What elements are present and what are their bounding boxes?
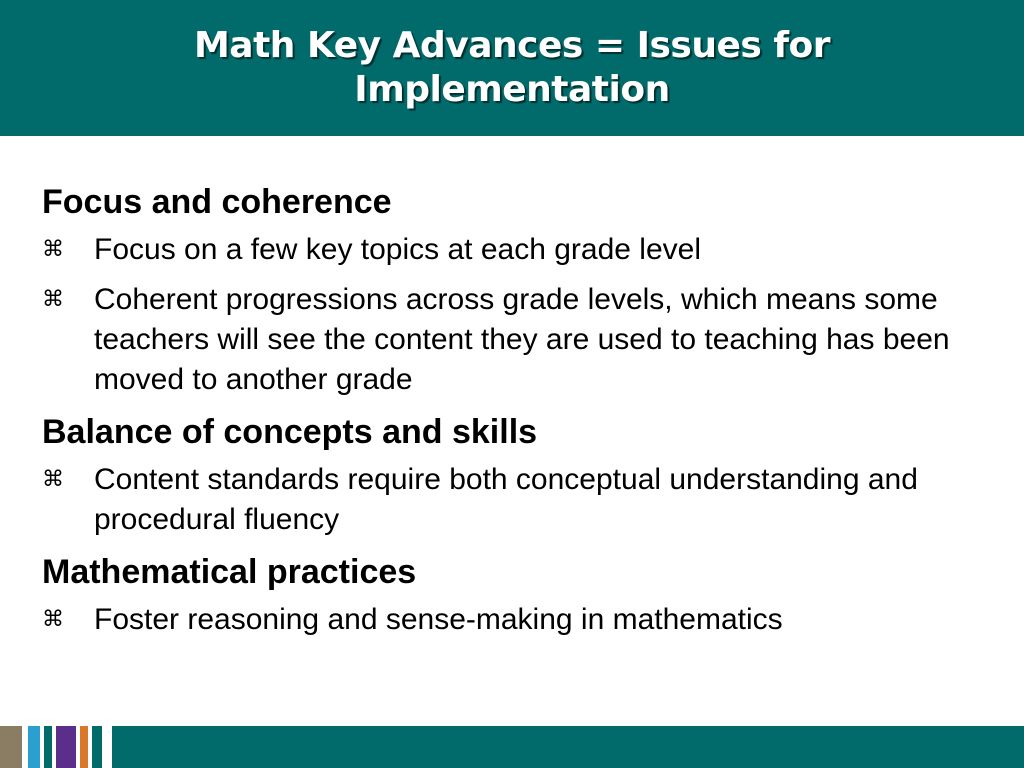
- bullet-icon: ⌘: [42, 607, 64, 632]
- footer-stripe-purple: [56, 726, 76, 768]
- bullet-item: [42, 280, 982, 400]
- bullet-text: Coherent progressions across grade levels, which means some teachers will see the content they are used to teaching has been moved to another grade: [94, 283, 950, 396]
- section-balance: [42, 410, 982, 540]
- section-heading: Mathematical practices: [42, 553, 417, 591]
- footer-stripe-teal-2: [92, 726, 102, 768]
- footer-stripe-orange: [80, 726, 88, 768]
- section-heading: Focus and coherence: [42, 183, 392, 221]
- footer-stripe-teal: [44, 726, 52, 768]
- footer-band: [112, 726, 1024, 768]
- footer-bar: [0, 726, 1024, 768]
- bullet-icon: ⌘: [42, 287, 64, 312]
- footer-stripe-tan: [0, 726, 22, 768]
- section-focus-coherence: [42, 180, 982, 400]
- bullet-icon: ⌘: [42, 237, 64, 262]
- bullet-item: [42, 460, 982, 540]
- bullet-text: Foster reasoning and sense-making in mathematics: [94, 603, 783, 636]
- section-heading: Balance of concepts and skills: [42, 413, 538, 451]
- bullet-text: Content standards require both conceptual understanding and procedural fluency: [94, 463, 918, 536]
- bullet-item: [42, 600, 982, 640]
- bullet-item: [42, 230, 982, 270]
- section-practices: [42, 550, 982, 640]
- bullet-icon: ⌘: [42, 467, 64, 492]
- slide-title: Math Key Advances = Issues for Implementation: [193, 25, 830, 110]
- title-bar: [0, 0, 1024, 136]
- slide-body: [42, 180, 982, 650]
- footer-stripe-blue: [28, 726, 40, 768]
- bullet-text: Focus on a few key topics at each grade level: [94, 233, 702, 266]
